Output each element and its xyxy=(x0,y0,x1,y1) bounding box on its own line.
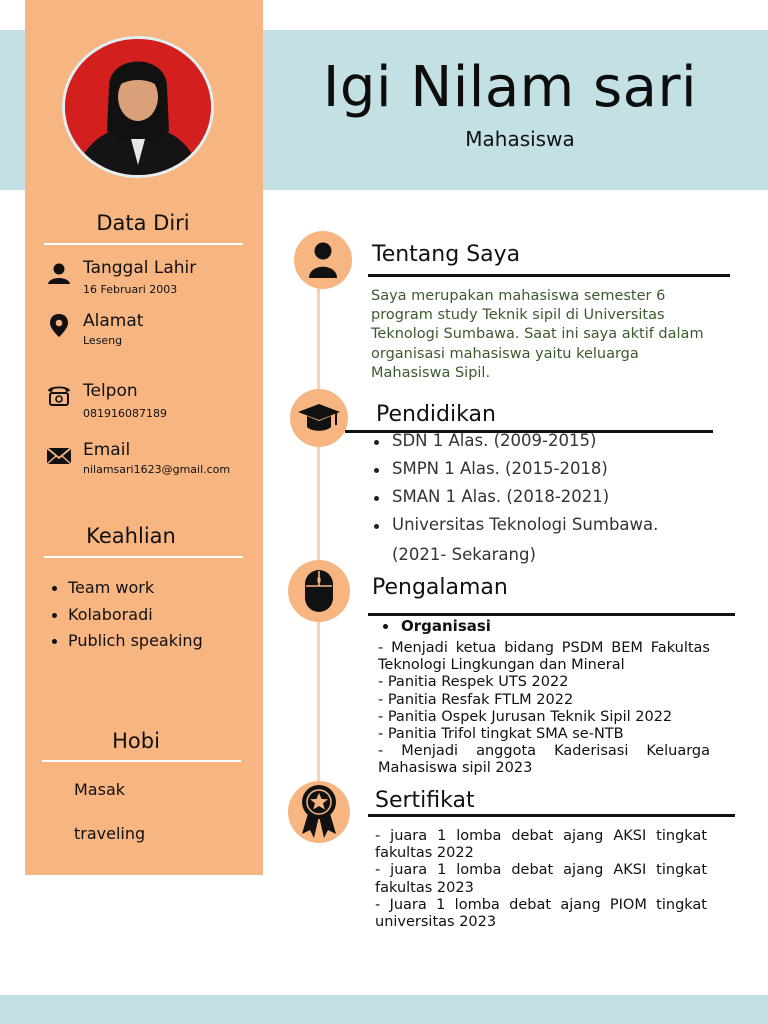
education-list xyxy=(372,431,658,543)
tanggal-lahir-value: 16 Februari 2003 xyxy=(83,283,178,296)
list-item: Publich speaking xyxy=(50,631,203,658)
organisasi-subheading: Organisasi xyxy=(383,617,491,635)
timeline-marker xyxy=(288,560,350,622)
profile-photo xyxy=(62,36,214,178)
sertifikat-title: Sertifikat xyxy=(375,788,475,813)
list-item: - Panitia Ospek Jurusan Teknik Sipil 2022 xyxy=(378,708,673,725)
list-item: Team work xyxy=(50,578,203,605)
divider xyxy=(44,556,243,558)
person-icon xyxy=(46,262,72,286)
list-item: SMPN 1 Alas. (2015-2018) xyxy=(372,459,658,487)
timeline-marker xyxy=(288,781,350,843)
list-item: Universitas Teknologi Sumbawa. xyxy=(372,515,658,543)
about-line: Saya merupakan mahasiswa semester 6 xyxy=(371,288,666,304)
divider xyxy=(368,274,730,277)
award-ribbon-icon xyxy=(300,784,338,840)
list-item: Kolaboradi xyxy=(50,605,203,632)
keahlian-heading: Keahlian xyxy=(86,524,176,548)
telpon-value: 081916087189 xyxy=(83,407,167,420)
divider xyxy=(42,760,241,762)
list-item: - Juara 1 lomba debat ajang PIOM tingkat universitas 2023 xyxy=(375,896,707,931)
divider xyxy=(368,814,735,817)
timeline-marker xyxy=(290,389,348,447)
pendidikan-title: Pendidikan xyxy=(376,402,496,427)
divider xyxy=(368,613,735,616)
location-pin-icon xyxy=(46,313,72,337)
about-text xyxy=(371,287,721,383)
timeline-line xyxy=(317,260,320,800)
list-item: - juara 1 lomba debat ajang AKSI tingkat fakultas 2022 xyxy=(375,828,707,862)
divider xyxy=(44,243,243,245)
hobby-item: Masak xyxy=(74,780,126,799)
timeline-marker xyxy=(294,231,352,289)
data-diri-heading: Data Diri xyxy=(96,211,190,235)
telephone-icon xyxy=(46,383,72,407)
envelope-icon xyxy=(46,444,72,468)
about-line: Teknologi Sumbawa. Saat ini saya aktif dalam xyxy=(371,326,704,343)
experience-list xyxy=(378,640,710,778)
list-item: - juara 1 lomba debat ajang AKSI tingkat fakultas 2023 xyxy=(375,862,707,896)
email-value: nilamsari1623@gmail.com xyxy=(83,463,231,476)
list-item: SMAN 1 Alas. (2018-2021) xyxy=(372,487,658,515)
alamat-label: Alamat xyxy=(83,311,144,331)
education-continuation: (2021- Sekarang) xyxy=(392,545,536,564)
person-icon xyxy=(306,241,340,279)
certificate-list xyxy=(375,828,707,931)
hobi-heading: Hobi xyxy=(112,729,160,753)
list-item: - Panitia Resfak FTLM 2022 xyxy=(378,691,574,708)
alamat-value: Leseng xyxy=(83,334,123,347)
hobby-item: traveling xyxy=(74,824,146,843)
about-line: program study Teknik sipil di Universitas xyxy=(371,307,665,324)
person-role: Mahasiswa xyxy=(465,127,575,151)
graduation-cap-icon xyxy=(296,403,342,433)
pengalaman-title: Pengalaman xyxy=(372,575,508,600)
list-item: SDN 1 Alas. (2009-2015) xyxy=(372,431,658,459)
telpon-label: Telpon xyxy=(83,381,138,401)
list-item: - Menjadi anggota Kaderisasi Keluarga Mahasiswa sipil 2023 xyxy=(378,743,710,777)
list-item: - Panitia Respek UTS 2022 xyxy=(378,674,569,691)
tentang-saya-title: Tentang Saya xyxy=(372,242,521,267)
about-line: organisasi mahasiswa yaitu keluarga xyxy=(371,345,639,362)
email-label: Email xyxy=(83,440,131,460)
tanggal-lahir-label: Tanggal Lahir xyxy=(83,258,197,278)
footer-band xyxy=(0,995,768,1024)
skills-list xyxy=(50,578,203,658)
list-item: - Menjadi ketua bidang PSDM BEM Fakultas Teknologi Lingkungan dan Mineral xyxy=(378,640,710,674)
person-name: Igi Nilam sari xyxy=(322,55,698,120)
about-line: Mahasiswa Sipil. xyxy=(371,364,491,381)
computer-mouse-icon xyxy=(304,569,334,613)
list-item: - Panitia Trifol tingkat SMA se-NTB xyxy=(378,726,624,743)
